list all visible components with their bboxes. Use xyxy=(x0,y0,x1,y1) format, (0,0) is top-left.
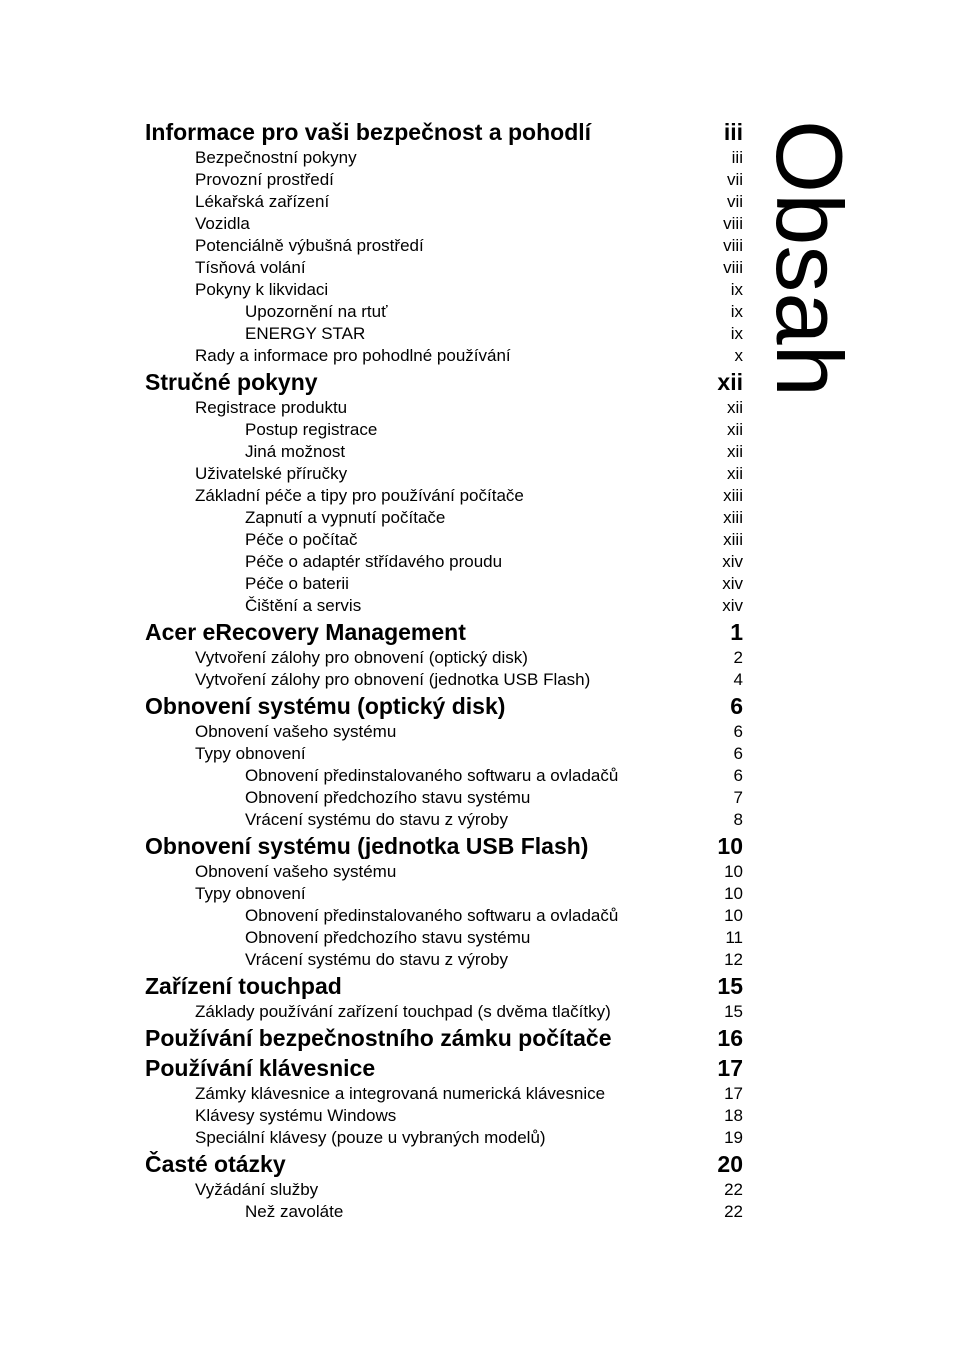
toc-entry-page: 10 xyxy=(724,884,743,903)
toc-entry-title: Obnovení systému (optický disk) xyxy=(145,693,506,719)
toc-entry[interactable] xyxy=(145,1105,743,1127)
toc-entry-title: Provozní prostředí xyxy=(195,170,334,189)
toc-entry[interactable] xyxy=(145,883,743,905)
toc-entry-page: xiv xyxy=(722,596,743,615)
toc-entry-title: Potenciálně výbušná prostředí xyxy=(195,236,424,255)
toc-entry[interactable] xyxy=(145,397,743,419)
toc-entry[interactable] xyxy=(145,647,743,669)
toc-entry-page: 22 xyxy=(724,1180,743,1199)
toc-entry[interactable] xyxy=(145,279,743,301)
toc-entry[interactable] xyxy=(145,463,743,485)
toc-entry-page: viii xyxy=(723,236,743,255)
toc-chapter[interactable] xyxy=(145,692,743,721)
toc-entry-title: Lékařská zařízení xyxy=(195,192,330,211)
toc-entry-page: xii xyxy=(726,464,743,483)
toc-entry-page: 6 xyxy=(730,693,743,719)
toc-entry-page: x xyxy=(734,346,743,365)
toc-entry[interactable] xyxy=(145,1127,743,1149)
toc-entry-title: Obnovení systému (jednotka USB Flash) xyxy=(145,833,589,859)
toc-entry-page: 2 xyxy=(733,648,743,667)
toc-entry[interactable] xyxy=(145,147,743,169)
toc-entry-title: Jiná možnost xyxy=(245,442,346,461)
toc-entry-title: Zařízení touchpad xyxy=(145,973,342,999)
toc-entry-page: 12 xyxy=(724,950,743,969)
toc-entry-title: ENERGY STAR xyxy=(245,324,366,343)
toc-entry-page: 19 xyxy=(724,1128,743,1147)
toc-entry-title: Vytvoření zálohy pro obnovení (optický disk) xyxy=(195,648,528,667)
toc-entry-title: Tísňová volání xyxy=(195,258,306,277)
toc-entry-page: 10 xyxy=(717,833,743,859)
toc-entry[interactable] xyxy=(145,551,743,573)
toc-entry[interactable] xyxy=(145,743,743,765)
toc-entry[interactable] xyxy=(145,507,743,529)
toc-entry[interactable] xyxy=(145,861,743,883)
toc-entry[interactable] xyxy=(145,949,743,971)
toc-entry-title: Obnovení předchozího stavu systému xyxy=(245,928,531,947)
toc-entry-page: viii xyxy=(723,258,743,277)
toc-entry-page: 6 xyxy=(733,722,743,741)
toc-entry-title: Základní péče a tipy pro používání počítače xyxy=(195,486,524,505)
toc-entry-page: vii xyxy=(726,192,743,211)
toc-entry-title: Vrácení systému do stavu z výroby xyxy=(245,810,508,829)
toc-entry-page: ix xyxy=(730,302,743,321)
toc-entry[interactable] xyxy=(145,1083,743,1105)
toc-entry[interactable] xyxy=(145,927,743,949)
toc-entry[interactable] xyxy=(145,419,743,441)
toc-entry-page: vii xyxy=(726,170,743,189)
toc-entry-page: 7 xyxy=(733,788,743,807)
toc-entry-title: Zapnutí a vypnutí počítače xyxy=(245,508,446,527)
toc-entry-title: Speciální klávesy (pouze u vybraných modelů) xyxy=(195,1128,546,1147)
toc-entry-page: 8 xyxy=(733,810,743,829)
toc-entry-page: 4 xyxy=(733,670,743,689)
toc-entry-title: Uživatelské příručky xyxy=(195,464,348,483)
toc-entry[interactable] xyxy=(145,787,743,809)
toc-entry-page: xiii xyxy=(723,508,743,527)
toc-entry[interactable] xyxy=(145,809,743,831)
toc-entry[interactable] xyxy=(145,1001,743,1023)
toc-entry-page: 15 xyxy=(717,973,743,999)
toc-entry-page: 11 xyxy=(725,928,743,947)
toc-entry-title: Obnovení předinstalovaného softwaru a ovladačů xyxy=(245,906,619,925)
toc-entry[interactable] xyxy=(145,669,743,691)
side-title: Obsah xyxy=(757,120,862,397)
toc-entry-page: 15 xyxy=(724,1002,743,1021)
toc-entry-page: xii xyxy=(726,398,743,417)
toc-entry-page: 20 xyxy=(717,1151,743,1177)
toc-entry-page: 17 xyxy=(724,1084,743,1103)
toc-entry-title: Rady a informace pro pohodlné používání xyxy=(195,346,511,365)
toc-entry-title: Registrace produktu xyxy=(195,398,348,417)
toc-entry-title: Obnovení vašeho systému xyxy=(195,862,397,881)
toc-entry-page: xiv xyxy=(722,574,743,593)
toc-chapter[interactable] xyxy=(145,832,743,861)
toc-entry[interactable] xyxy=(145,485,743,507)
toc-entry[interactable] xyxy=(145,441,743,463)
toc-chapter[interactable] xyxy=(145,368,743,397)
toc-entry-title: Upozornění na rtuť xyxy=(245,302,388,321)
toc-entry-title: Časté otázky xyxy=(145,1151,286,1177)
toc-entry-title: Vyžádání služby xyxy=(195,1180,319,1199)
toc-entry-title: Čištění a servis xyxy=(245,596,362,615)
toc-entry-page: xiv xyxy=(722,552,743,571)
toc-entry-title: Informace pro vaši bezpečnost a pohodlí xyxy=(145,119,592,145)
toc-entry[interactable] xyxy=(145,191,743,213)
toc-chapter[interactable] xyxy=(145,618,743,647)
toc-entry-page: xii xyxy=(726,442,743,461)
toc-entry-page: xii xyxy=(726,420,743,439)
toc-entry-title: Vytvoření zálohy pro obnovení (jednotka USB Flash) xyxy=(195,670,591,689)
toc-entry[interactable] xyxy=(145,169,743,191)
toc-entry-title: Acer eRecovery Management xyxy=(145,619,466,645)
toc-entry-title: Obnovení vašeho systému xyxy=(195,722,397,741)
toc-entry-title: Vrácení systému do stavu z výroby xyxy=(245,950,508,969)
toc-entry-title: Typy obnovení xyxy=(195,744,306,763)
toc-entry-title: Pokyny k likvidaci xyxy=(195,280,329,299)
toc-entry[interactable] xyxy=(145,1201,743,1223)
toc-entry-page: 10 xyxy=(724,862,743,881)
toc-chapter[interactable] xyxy=(145,1150,743,1179)
toc-entry-title: Zámky klávesnice a integrovaná numerická klávesnice xyxy=(195,1084,606,1103)
toc-entry-page: viii xyxy=(723,214,743,233)
toc-entry-page: ix xyxy=(730,280,743,299)
toc-entry-title: Než zavoláte xyxy=(245,1202,344,1221)
toc-entry-page: iii xyxy=(723,119,743,145)
toc-chapter[interactable] xyxy=(145,118,743,147)
toc-entry-page: xii xyxy=(717,369,743,395)
toc-entry[interactable] xyxy=(145,1179,743,1201)
toc-entry[interactable] xyxy=(145,323,743,345)
toc-entry-title: Používání bezpečnostního zámku počítače xyxy=(145,1025,612,1051)
toc-entry[interactable] xyxy=(145,301,743,323)
toc-entry-page: 17 xyxy=(717,1055,743,1081)
toc-chapter[interactable] xyxy=(145,1024,743,1053)
toc-entry-title: Stručné pokyny xyxy=(145,369,318,395)
toc-entry-title: Typy obnovení xyxy=(195,884,306,903)
toc-entry-page: 10 xyxy=(724,906,743,925)
toc-entry-title: Obnovení předinstalovaného softwaru a ovladačů xyxy=(245,766,619,785)
toc-entry-page: 22 xyxy=(724,1202,743,1221)
toc-entry[interactable] xyxy=(145,905,743,927)
toc-entry-title: Klávesy systému Windows xyxy=(195,1106,397,1125)
toc-entry-page: xiii xyxy=(723,486,743,505)
toc-entry-title: Vozidla xyxy=(195,214,250,233)
toc-entry-title: Péče o počítač xyxy=(245,530,358,549)
table-of-contents xyxy=(145,117,743,1223)
toc-entry-page: iii xyxy=(731,148,743,167)
toc-entry-page: 18 xyxy=(724,1106,743,1125)
toc-entry[interactable] xyxy=(145,257,743,279)
toc-entry[interactable] xyxy=(145,213,743,235)
toc-entry-title: Obnovení předchozího stavu systému xyxy=(245,788,531,807)
toc-entry-page: ix xyxy=(730,324,743,343)
toc-entry[interactable] xyxy=(145,235,743,257)
toc-entry-title: Používání klávesnice xyxy=(145,1055,376,1081)
toc-entry-page: 16 xyxy=(717,1025,743,1051)
toc-chapter[interactable] xyxy=(145,1054,743,1083)
toc-entry[interactable] xyxy=(145,529,743,551)
toc-entry-page: 1 xyxy=(730,619,743,645)
toc-entry[interactable] xyxy=(145,721,743,743)
toc-chapter[interactable] xyxy=(145,972,743,1001)
toc-entry-page: 6 xyxy=(733,766,743,785)
toc-entry-title: Základy používání zařízení touchpad (s dvěma tlačítky) xyxy=(195,1002,611,1021)
toc-entry[interactable] xyxy=(145,765,743,787)
toc-entry-title: Péče o adaptér střídavého proudu xyxy=(245,552,503,571)
toc-entry-page: xiii xyxy=(723,530,743,549)
toc-entry-title: Postup registrace xyxy=(245,420,378,439)
toc-entry[interactable] xyxy=(145,345,743,367)
toc-entry[interactable] xyxy=(145,595,743,617)
toc-entry-title: Péče o baterii xyxy=(245,574,349,593)
toc-entry[interactable] xyxy=(145,573,743,595)
toc-entry-title: Bezpečnostní pokyny xyxy=(195,148,357,167)
toc-entry-page: 6 xyxy=(733,744,743,763)
